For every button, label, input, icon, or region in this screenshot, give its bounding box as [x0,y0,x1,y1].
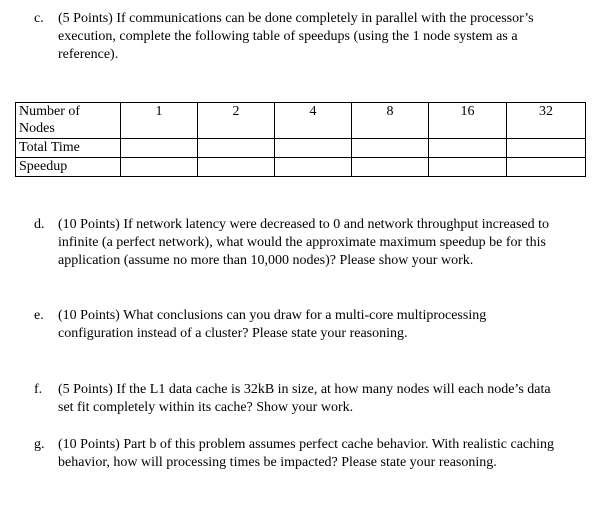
header-nodes-1: 1 [121,103,198,139]
header-number-of-nodes: Number of Nodes [16,103,121,139]
question-e-text: (10 Points) What conclusions can you draw for a multi-core multiprocessing configuration instead of a cluster? Please state your reasoning. [58,308,487,341]
question-g-text: (10 Points) Part b of this problem assumes perfect cache behavior. With realistic caching behavior, how will processing times be impacted? Please state your reasoning. [58,437,555,470]
question-d-text: (10 Points) If network latency were decreased to 0 and network throughput increased to infinite (a perfect network), what would the approximate maximum speedup be for this application (assume no more than 10,000 nodes)? Please show your work. [58,217,550,268]
table-cell [275,158,352,177]
header-nodes-4: 4 [275,103,352,139]
table-cell [352,139,429,158]
question-d [34,216,594,270]
table-cell [121,139,198,158]
table-cell [429,158,507,177]
question-g [34,436,594,472]
table-cell [198,139,275,158]
row-label-total-time: Total Time [16,139,121,158]
table-cell [275,139,352,158]
table-cell [121,158,198,177]
table-row-speedup [16,158,586,177]
table-cell [352,158,429,177]
question-f-text: (5 Points) If the L1 data cache is 32kB in size, at how many nodes will each node’s data set fit completely within its cache? Show your work. [58,382,551,415]
question-c [34,10,594,64]
question-e [34,307,594,343]
question-e-marker: e. [34,308,44,323]
question-f [34,381,594,417]
table-cell [429,139,507,158]
question-f-marker: f. [34,382,43,397]
table-cell [198,158,275,177]
table-cell [507,158,586,177]
table-header-row [16,103,586,139]
table-row-total-time [16,139,586,158]
row-label-speedup: Speedup [16,158,121,177]
table-cell [507,139,586,158]
header-nodes-2: 2 [198,103,275,139]
question-g-marker: g. [34,437,45,452]
speedup-table [15,102,586,177]
header-nodes-16: 16 [429,103,507,139]
header-nodes-8: 8 [352,103,429,139]
question-c-marker: c. [34,11,44,26]
question-d-marker: d. [34,217,45,232]
header-nodes-32: 32 [507,103,586,139]
question-c-text: (5 Points) If communications can be done completely in parallel with the processor’s execution, complete the following table of speedups (using the 1 node system as a reference). [58,11,534,62]
